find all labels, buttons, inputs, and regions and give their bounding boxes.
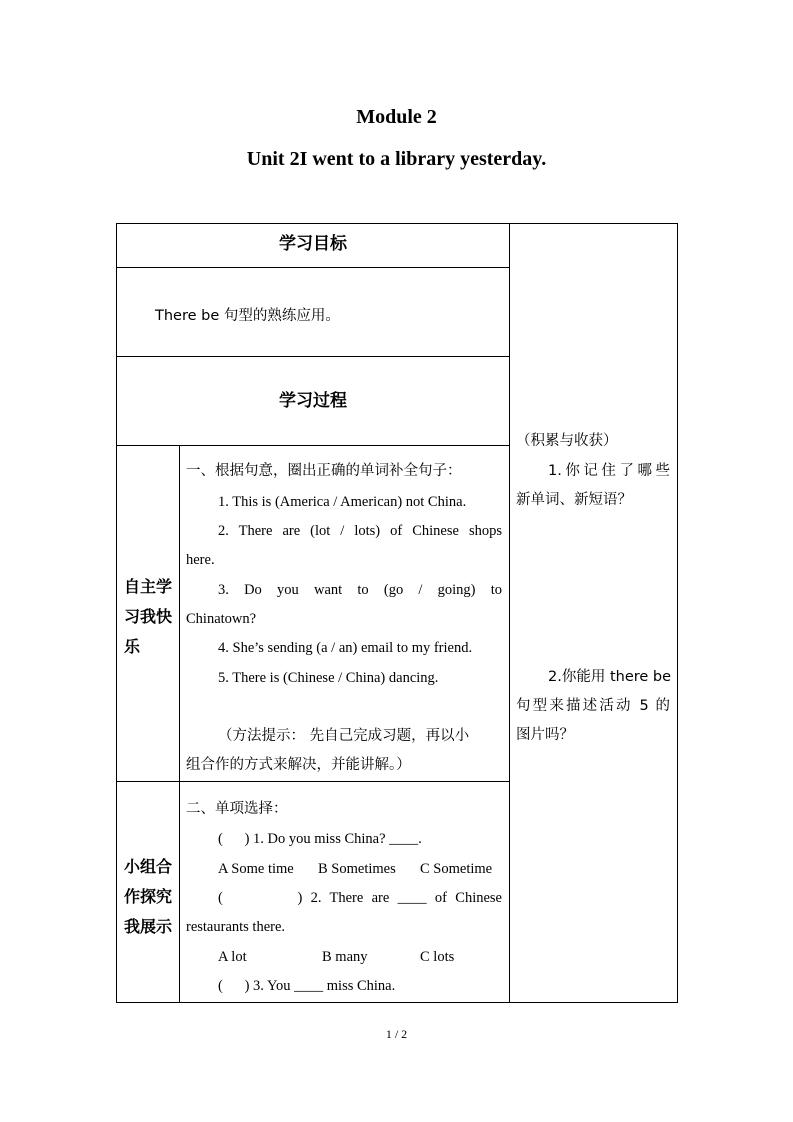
section1-instruction: 一、根据句意，圈出正确的单词补全句子：	[186, 463, 462, 479]
choice-option: A Some time	[218, 861, 294, 877]
sidebar-question-continued: 新单词、新短语？	[516, 492, 632, 508]
process-heading: 学习过程	[279, 391, 347, 411]
choice-option: A lot	[218, 949, 247, 965]
sidebar-question: 2.你能用 there be	[548, 669, 672, 685]
choice-option: B many	[322, 949, 368, 965]
method-tip: （方法提示： 先自己完成习题，再以小	[218, 728, 470, 744]
section2-instruction: 二、单项选择：	[186, 801, 288, 817]
sidebar-question-continued: 图片吗？	[516, 727, 574, 743]
page-number: 1 / 2	[385, 1027, 408, 1041]
exercise-item: 1. This is (America / American) not China.	[218, 494, 467, 510]
goal-text: There be 句型的熟练应用。	[155, 308, 340, 324]
exercise-item: 2. There are (lot / lots) of Chinese shops	[218, 523, 502, 539]
choice-question: ( ) 2. There are ____ of Chinese	[218, 890, 502, 906]
choice-option: B Sometimes	[318, 861, 396, 877]
sidebar-question-continued: 句型来描述活动 5 的	[516, 698, 670, 714]
choice-question-continued: restaurants there.	[186, 919, 286, 935]
exercise-item: 3. Do you want to (go / going) to	[218, 582, 502, 598]
module-title: Module 2	[356, 106, 437, 128]
goals-heading: 学习目标	[279, 234, 347, 254]
exercise-item: 5. There is (Chinese / China) dancing.	[218, 670, 439, 686]
exercise-item-continued: Chinatown?	[186, 611, 257, 627]
method-tip-continued: 组合作的方式来解决，并能讲解。）	[186, 757, 411, 773]
unit-title: Unit 2I went to a library yesterday.	[246, 148, 547, 170]
sidebar-heading: （积累与收获）	[516, 433, 618, 449]
sidebar-question: 1.你记住了哪些	[548, 463, 670, 479]
choice-option: C lots	[420, 949, 455, 965]
exercise-item: 4. She’s sending (a / an) email to my friend.	[218, 640, 473, 656]
choice-question: ( ) 1. Do you miss China? ____.	[218, 831, 422, 847]
choice-option: C Sometime	[420, 861, 493, 877]
choice-question: ( ) 3. You ____ miss China.	[218, 978, 396, 994]
exercise-item-continued: here.	[186, 552, 215, 568]
